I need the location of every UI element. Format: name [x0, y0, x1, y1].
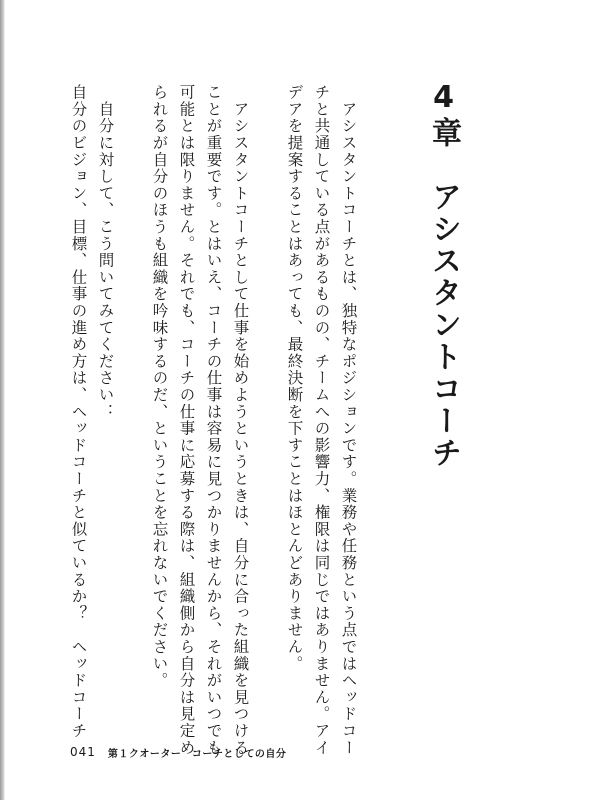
body-line: 自分に対して、こう問いてみてください：	[96, 84, 115, 420]
body-line: チと共通している点があるものの、チームへの影響力、権限は同じではありません。アイ	[312, 84, 331, 756]
body-line: 可能とは限りません。それでも、コーチの仕事に応募する際は、組織側から自分は見定め	[177, 84, 196, 756]
body-line: アシスタントコーチとは、独特なポジションです。業務や任務という点ではヘッドコー	[339, 84, 358, 756]
body-line: アシスタントコーチとして仕事を始めようというときは、自分に合った組織を見つける	[231, 84, 250, 756]
chapter-heading: 4章 アシスタントコーチ	[426, 80, 461, 469]
body-line: 自分のビジョン、目標、仕事の進め方は、ヘッドコーチと似ているか？ ヘッドコーチ	[69, 84, 88, 740]
body-line: られるが自分のほうも組織を吟味するのだ、ということを忘れないでください。	[150, 84, 169, 689]
running-header-section: 第１クオーター コーチとしての自分	[107, 748, 287, 760]
body-line: ことが重要です。とはいえ、コーチの仕事は容易に見つかりませんから、それがいつでも	[204, 84, 223, 756]
page-footer	[70, 742, 286, 762]
page-number: 041	[70, 745, 96, 759]
body-line: デアを提案することはあっても、最終決断を下すことはほとんどありません。	[285, 84, 304, 672]
page-edge-highlight	[4, 0, 5, 800]
